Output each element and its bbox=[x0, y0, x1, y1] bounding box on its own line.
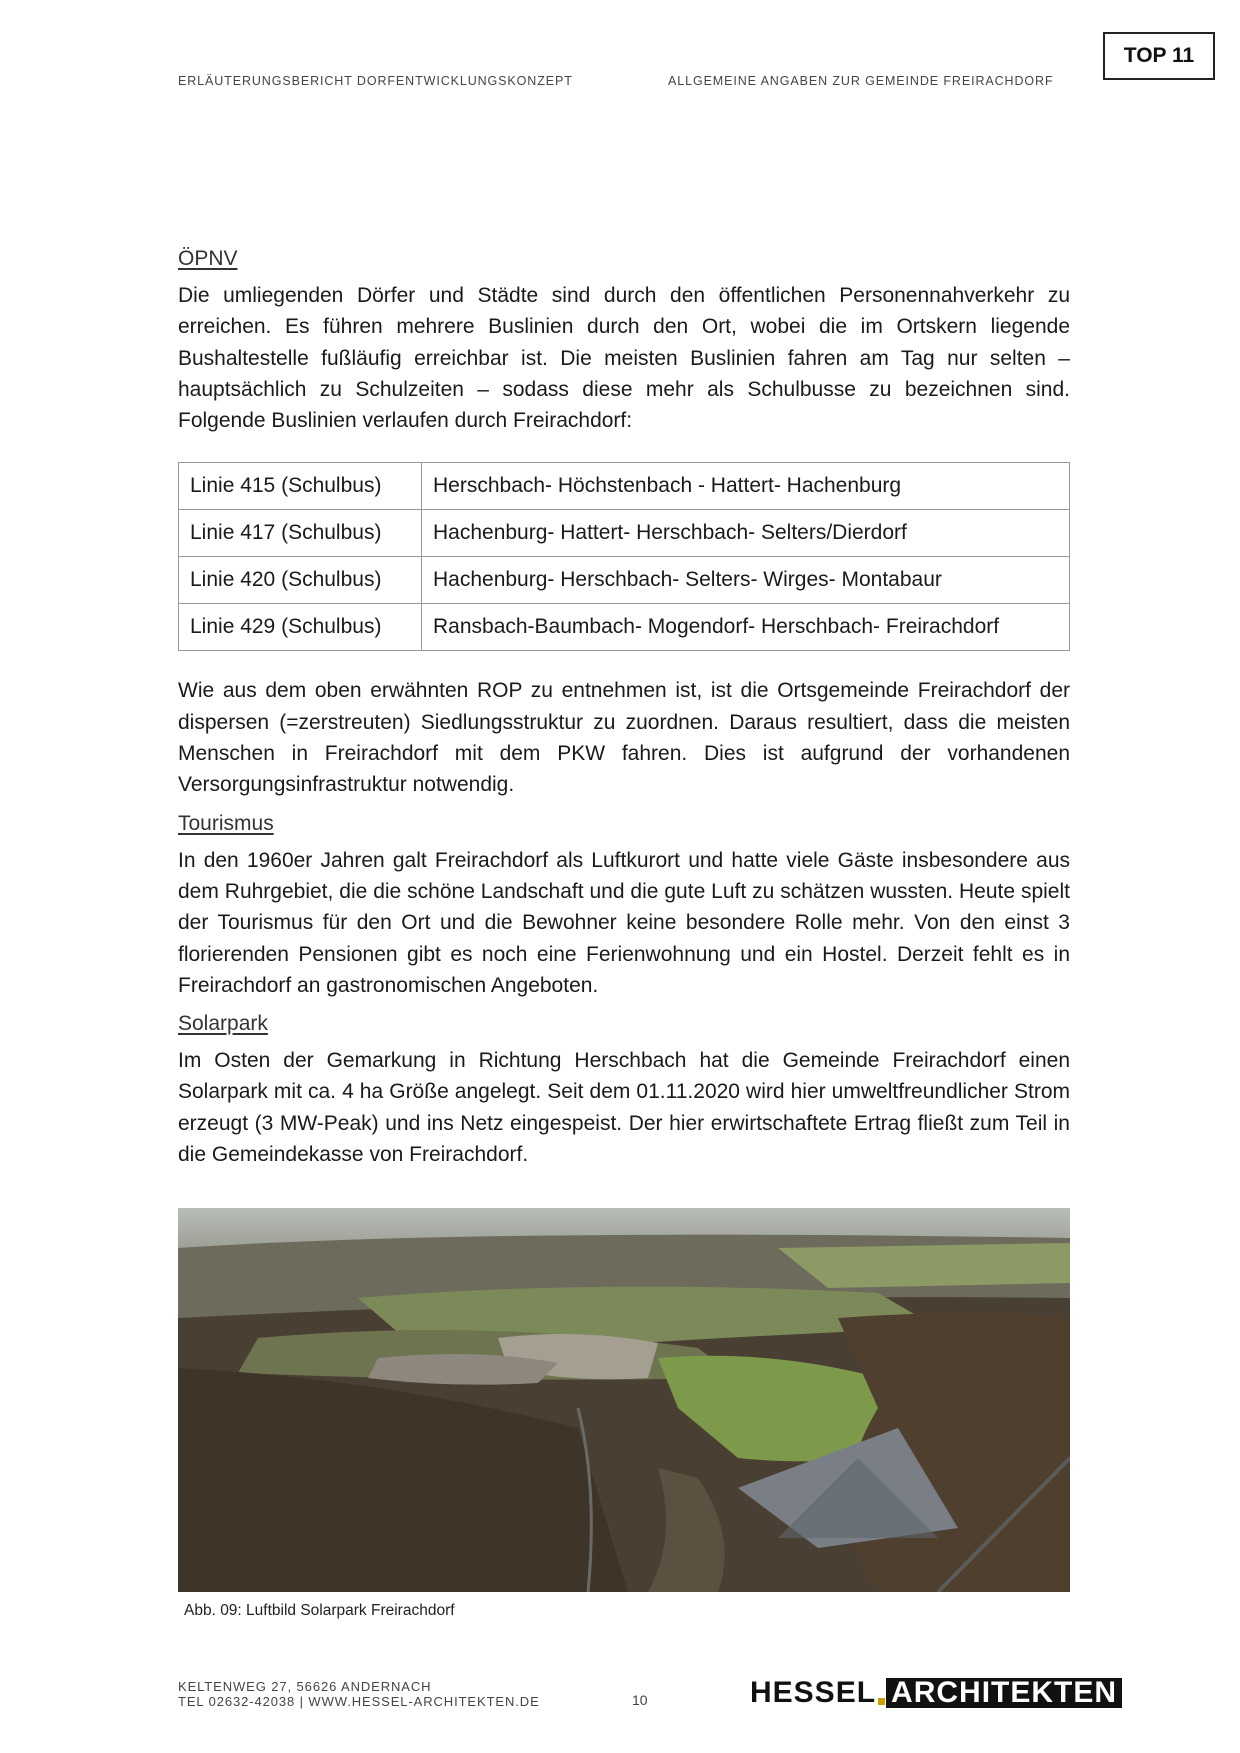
footer-address-block bbox=[178, 1679, 540, 1709]
table-row bbox=[179, 557, 1070, 604]
aerial-photo-solarpark bbox=[178, 1208, 1070, 1592]
opnv-outro: Wie aus dem oben erwähnten ROP zu entnehmen ist, ist die Ortsgemeinde Freirachdorf der dispersen (=zerstreuten) Siedlungsstruktur zu zuordnen. Daraus resultiert, dass die meisten Menschen in Freirachdorf mit dem PKW fahren. Dies ist aufgrund der vorhandenen Versorgungsinfrastruktur notwendig. bbox=[178, 679, 1070, 797]
running-header-left: ERLÄUTERUNGSBERICHT DORFENTWICKLUNGSKONZEPT bbox=[178, 74, 573, 88]
footer-contact: TEL 02632-42038 | WWW.HESSEL-ARCHITEKTEN.DE bbox=[178, 1694, 540, 1709]
table-row bbox=[179, 463, 1070, 510]
bus-line-name: Linie 420 (Schulbus) bbox=[179, 557, 422, 604]
bus-line-route: Ransbach-Baumbach- Mogendorf- Herschbach- Freirachdorf bbox=[422, 604, 1070, 651]
section-title-solarpark: Solarpark bbox=[178, 1012, 268, 1036]
table-row bbox=[179, 604, 1070, 651]
main-content bbox=[178, 244, 1070, 1170]
footer-address: KELTENWEG 27, 56626 ANDERNACH bbox=[178, 1679, 432, 1694]
opnv-intro: Die umliegenden Dörfer und Städte sind durch den öffentlichen Personennahverkehr zu erreichen. Es führen mehrere Buslinien durch den Ort, wobei die im Ortskern liegende Bushaltestelle fußläufig erreichbar ist. Die meisten Buslinien fahren am Tag nur selten –hauptsächlich zu Schulzeiten – sodass diese mehr als Schulbusse zu bezeichnen sind. Folgende Buslinien verlaufen durch Freirachdorf: bbox=[178, 284, 1070, 433]
company-logo bbox=[750, 1676, 1122, 1710]
table-row bbox=[179, 510, 1070, 557]
bus-line-route: Hachenburg- Hattert- Herschbach- Selters/Dierdorf bbox=[422, 510, 1070, 557]
bus-line-name: Linie 415 (Schulbus) bbox=[179, 463, 422, 510]
logo-text-architekten: ARCHITEKTEN bbox=[886, 1678, 1122, 1708]
bus-line-name: Linie 417 (Schulbus) bbox=[179, 510, 422, 557]
bus-line-route: Herschbach- Höchstenbach - Hattert- Hachenburg bbox=[422, 463, 1070, 510]
bus-lines-table bbox=[178, 462, 1070, 651]
tourismus-text: In den 1960er Jahren galt Freirachdorf als Luftkurort und hatte viele Gäste insbesondere aus dem Ruhrgebiet, die die schöne Landschaft und die gute Luft zu schätzen wussten. Heute spielt der Tourismus für den Ort und die Bewohner keine besondere Rolle mehr. Von den einst 3 florierenden Pensionen gibt es noch eine Ferienwohnung und ein Hostel. Derzeit fehlt es in Freirachdorf an gastronomischen Angeboten. bbox=[178, 848, 1070, 997]
bus-line-route: Hachenburg- Herschbach- Selters- Wirges- Montabaur bbox=[422, 557, 1070, 604]
section-title-opnv: ÖPNV bbox=[178, 247, 238, 270]
running-header-right: ALLGEMEINE ANGABEN ZUR GEMEINDE FREIRACHDORF bbox=[668, 74, 1054, 88]
solarpark-text: Im Osten der Gemarkung in Richtung Herschbach hat die Gemeinde Freirachdorf einen Solarpark mit ca. 4 ha Größe angelegt. Seit dem 01.11.2020 wird hier umweltfreundlicher Strom erzeugt (3 MW-Peak) und ins Netz eingespeist. Der hier erwirtschaftete Ertrag fließt zum Teil in die Gemeindekasse von Freirachdorf. bbox=[178, 1049, 1070, 1167]
logo-text-hessel: HESSEL bbox=[750, 1676, 877, 1709]
bus-line-name: Linie 429 (Schulbus) bbox=[179, 604, 422, 651]
section-title-tourismus: Tourismus bbox=[178, 811, 274, 835]
figure-caption: Abb. 09: Luftbild Solarpark Freirachdorf bbox=[184, 1602, 455, 1619]
top-badge: TOP 11 bbox=[1103, 32, 1215, 80]
logo-dot bbox=[878, 1698, 885, 1705]
page-number: 10 bbox=[632, 1692, 648, 1708]
